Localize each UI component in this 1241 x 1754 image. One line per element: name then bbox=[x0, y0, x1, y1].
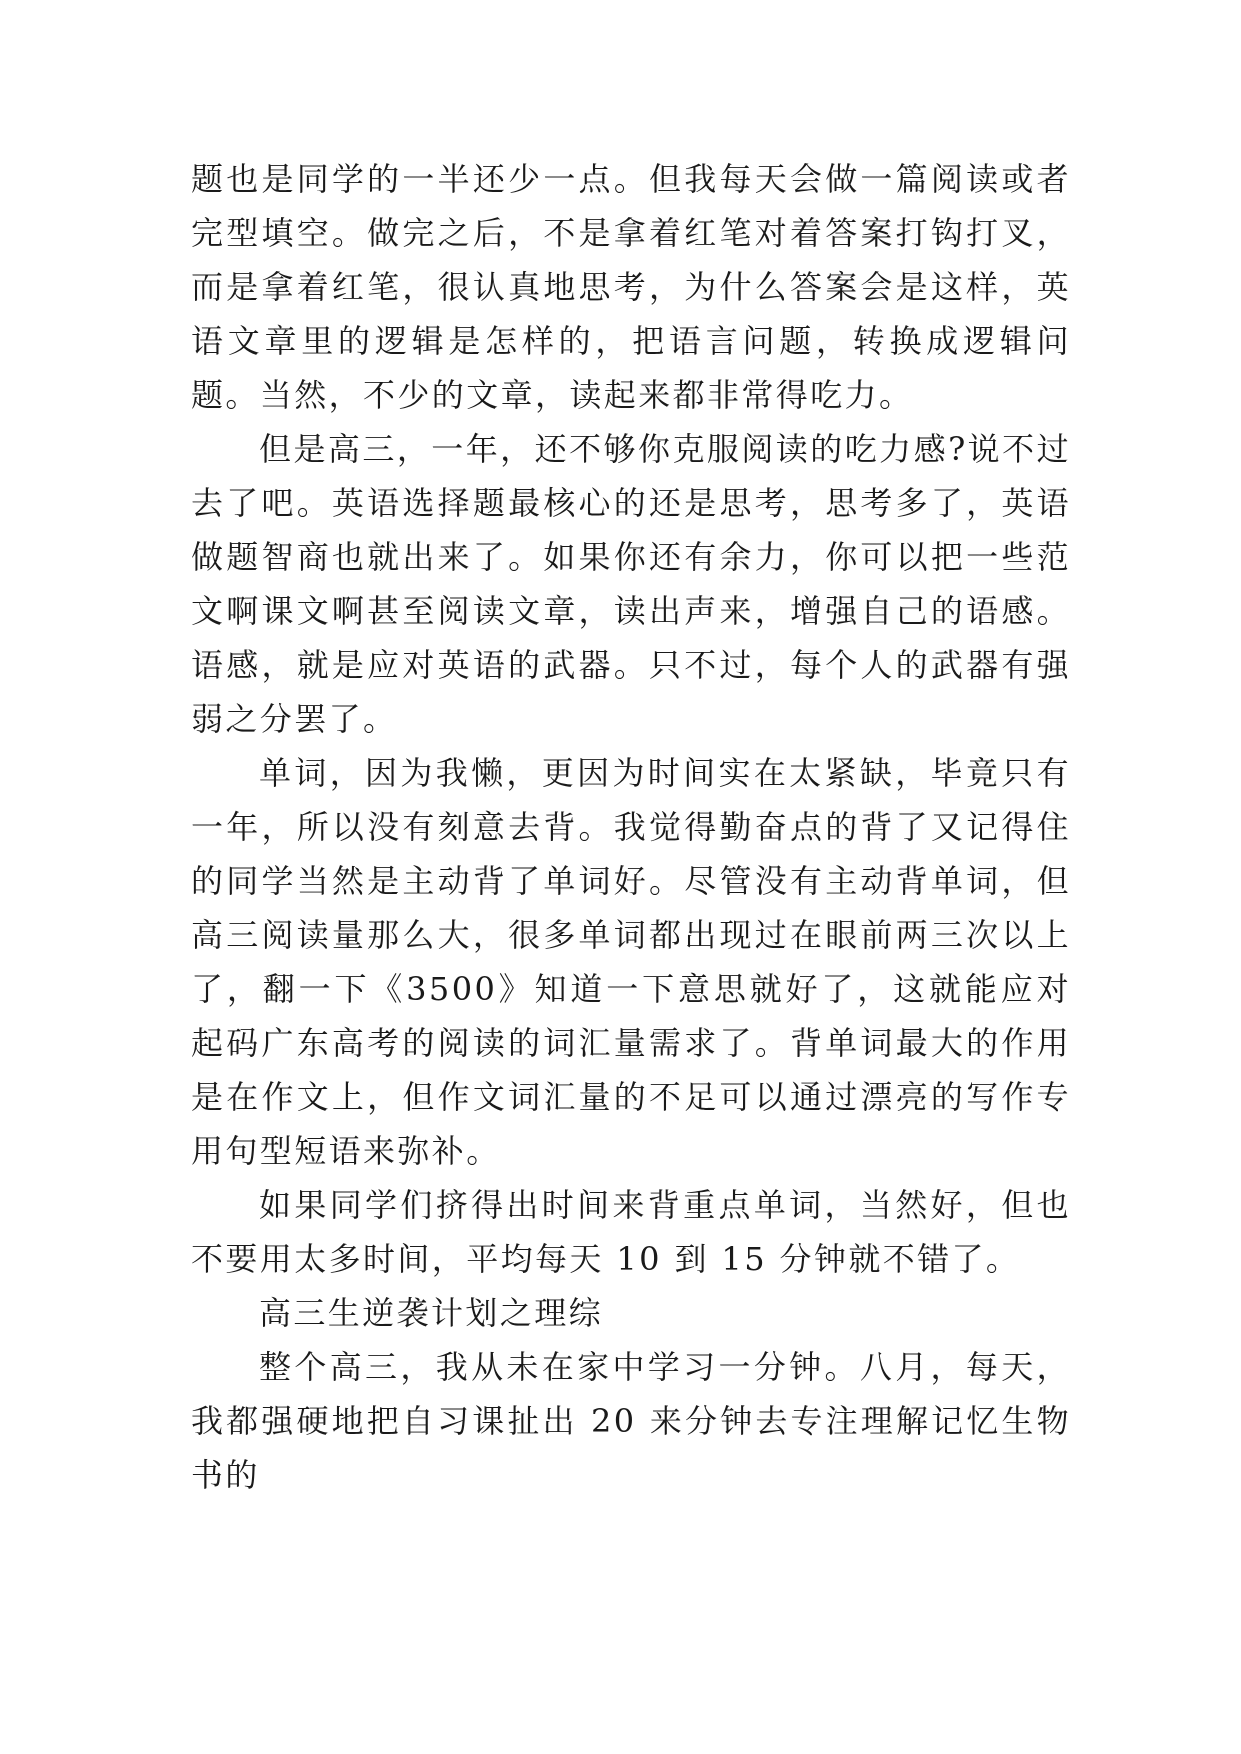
section-heading: 高三生逆袭计划之理综 bbox=[259, 1294, 604, 1332]
paragraph-5: 整个高三，我从未在家中学习一分钟。八月，每天，我都强硬地把自习课扯出 20 来分钟去专注理解记忆生物书的 bbox=[191, 1348, 1071, 1494]
paragraph-2: 但是高三，一年，还不够你克服阅读的吃力感?说不过去了吧。英语选择题最核心的还是思考，思考多了，英语做题智商也就出来了。如果你还有余力，你可以把一些范文啊课文啊甚至阅读文章，读出声来，增强自己的语感。语感，就是应对英语的武器。只不过，每个人的武器有强弱之分罢了。 bbox=[191, 430, 1071, 738]
document-body bbox=[191, 152, 1071, 1502]
paragraph-3: 单词，因为我懒，更因为时间实在太紧缺，毕竟只有一年，所以没有刻意去背。我觉得勤奋点的背了又记得住的同学当然是主动背了单词好。尽管没有主动背单词，但高三阅读量那么大，很多单词都出现过在眼前两三次以上了，翻一下《3500》知道一下意思就好了，这就能应对起码广东高考的阅读的词汇量需求了。背单词最大的作用是在作文上，但作文词汇量的不足可以通过漂亮的写作专用句型短语来弥补。 bbox=[191, 754, 1071, 1170]
paragraph-4: 如果同学们挤得出时间来背重点单词，当然好，但也不要用太多时间，平均每天 10 到 15 分钟就不错了。 bbox=[191, 1186, 1071, 1278]
paragraph-1: 题也是同学的一半还少一点。但我每天会做一篇阅读或者完型填空。做完之后，不是拿着红笔对着答案打钩打叉，而是拿着红笔，很认真地思考，为什么答案会是这样，英语文章里的逻辑是怎样的，把语言问题，转换成逻辑问题。当然，不少的文章，读起来都非常得吃力。 bbox=[191, 160, 1071, 414]
